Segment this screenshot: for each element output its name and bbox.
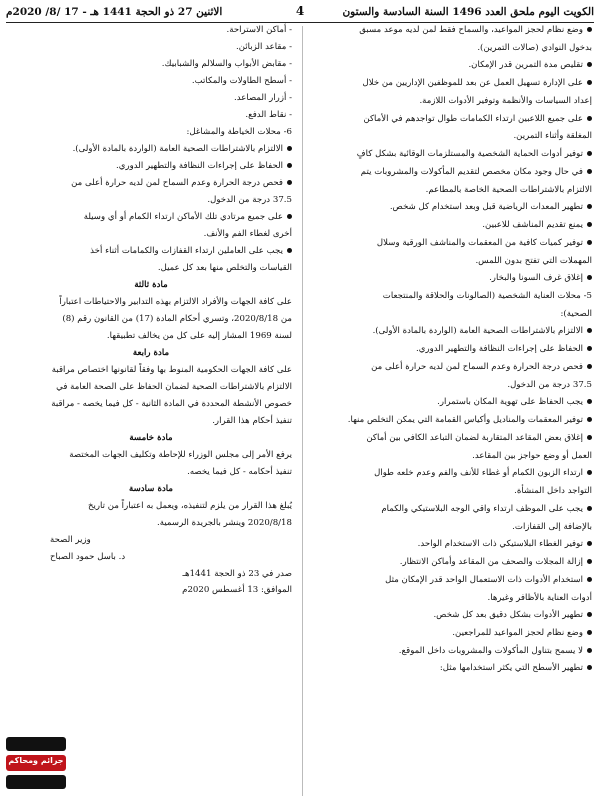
right-column-line xyxy=(310,186,592,195)
bullet-icon xyxy=(287,214,292,219)
line-text: لا يسمح بتناول المأكولات والمشروبات داخل الموقع. xyxy=(398,645,583,656)
right-column-line xyxy=(310,203,592,212)
left-column-line xyxy=(10,145,292,154)
signature-line xyxy=(10,536,292,545)
right-column-line xyxy=(310,416,592,425)
line-text: يجب الحفاظ على تهوية المكان باستمرار. xyxy=(437,397,583,408)
line-text: - أزرار المصاعد. xyxy=(233,92,292,103)
line-text: يرفع الأمر إلى مجلس الوزراء للإحاطة وتكليف الجهات المختصة xyxy=(69,449,292,460)
right-column-line xyxy=(310,647,592,656)
line-text: مادة رابعة xyxy=(132,347,170,358)
bullet-icon xyxy=(587,222,592,227)
right-column-line xyxy=(310,576,592,585)
right-column-line xyxy=(310,611,592,620)
line-text: الالتزام بالاشتراطات الصحية لضمان الحفاظ على الصحة العامة في xyxy=(56,381,292,392)
right-column-line xyxy=(310,257,592,266)
line-text: خصوص الأنشطة المحددة في المادة الثانية - كل فيما يخصه - مراقبة xyxy=(51,398,292,409)
right-column-line xyxy=(310,115,592,124)
line-text: مادة سادسة xyxy=(129,483,173,494)
column-divider xyxy=(302,26,303,796)
left-column-line xyxy=(10,94,292,103)
line-text: القياسات والتخلص منها بعد كل عميل. xyxy=(157,262,292,273)
bullet-icon xyxy=(587,169,592,174)
line-text: 37.5 درجة من الدخول. xyxy=(507,379,592,390)
bullet-icon xyxy=(587,435,592,440)
right-column-line xyxy=(310,629,592,638)
line-text: توفير المعقمات والمناديل وأكياس القمامة التي يمكن التخلص منها. xyxy=(347,415,583,426)
right-column-line xyxy=(310,452,592,461)
line-text: الالتزام بالاشتراطات الصحية العامة (الواردة بالمادة الأولى). xyxy=(372,326,583,337)
article-heading xyxy=(10,485,292,494)
line-text: على الإدارة تسهيل العمل عن بعد للموظفين الإداريين من خلال xyxy=(362,78,583,89)
line-text: إعداد السياسات والأنظمة وتوفير الأدوات اللازمة. xyxy=(419,95,592,106)
line-text: المهملات التي تفتح بدون اللمس. xyxy=(475,255,592,266)
right-column-line xyxy=(310,79,592,88)
line-text: صدر في 23 ذو الحجة 1441هـ xyxy=(182,568,292,579)
line-text: - نقاط الدفع. xyxy=(245,109,292,120)
left-column-line xyxy=(10,264,292,273)
line-text: العمل أو وضع حواجز بين المقاعد. xyxy=(472,450,592,461)
left-column-line xyxy=(10,111,292,120)
left-column xyxy=(10,26,292,741)
page-header xyxy=(6,4,594,23)
right-column-line xyxy=(310,97,592,106)
right-column-line xyxy=(310,44,592,53)
bullet-icon xyxy=(587,27,592,32)
right-column-line xyxy=(310,487,592,496)
right-column-line xyxy=(310,523,592,532)
line-text: الالتزام بالاشتراطات الصحية العامة (الواردة بالمادة الأولى). xyxy=(72,143,283,154)
left-column-line xyxy=(10,26,292,35)
line-text: فحص درجة الحرارة وعدم السماح لمن لديه حرارة أعلى من xyxy=(71,177,283,188)
bullet-icon xyxy=(587,665,592,670)
bullet-icon xyxy=(287,163,292,168)
line-text: توفير الغطاء البلاستيكي ذات الاستخدام الواحد. xyxy=(417,539,583,550)
line-text: مادة ثالثة xyxy=(134,279,168,290)
left-column-line xyxy=(10,383,292,392)
bullet-icon xyxy=(587,62,592,67)
article-heading xyxy=(10,349,292,358)
line-text: في حال وجود مكان مخصص لتقديم المأكولات والمشروبات يتم xyxy=(360,166,583,177)
line-text: - مقاعد الزبائن. xyxy=(236,41,292,52)
line-text: يجب على الموظف ارتداء واقي الوجه البلاستيكي والكمام xyxy=(381,503,583,514)
line-text: أخرى لغطاء الفم والأنف. xyxy=(203,228,292,239)
line-text: إزالة المجلات والصحف من المقاعد وأماكن الانتظار. xyxy=(399,557,583,568)
right-column-line xyxy=(310,398,592,407)
line-text: يجب على العاملين ارتداء القفازات والكمامات أثناء أخذ xyxy=(90,245,283,256)
bullet-icon xyxy=(587,630,592,635)
bullet-icon xyxy=(587,559,592,564)
bullet-icon xyxy=(587,240,592,245)
right-column-line xyxy=(310,327,592,336)
left-column-line xyxy=(10,179,292,188)
bullet-icon xyxy=(287,180,292,185)
left-column-line xyxy=(10,502,292,511)
right-column-line xyxy=(310,558,592,567)
stamp-label: جرائم ومحاكم xyxy=(8,756,64,765)
line-text: لسنة 1969 المشار إليه على كل من يخالف تطبيقها. xyxy=(106,330,292,341)
right-column-line xyxy=(310,434,592,443)
line-text: أدوات العناية بالأظافر وغيرها. xyxy=(487,592,592,603)
right-column-line xyxy=(310,26,592,35)
bullet-icon xyxy=(587,116,592,121)
right-column-line xyxy=(310,664,592,673)
bullet-icon xyxy=(587,577,592,582)
line-text: تنفيذ أحكام هذا القرار. xyxy=(212,415,292,426)
line-text: تطهير المعدات الرياضية قبل وبعد استخدام كل شخص. xyxy=(389,202,583,213)
line-text: توفير أدوات الحماية الشخصية والمستلزمات الوقائية بشكل كافٍ xyxy=(356,149,583,160)
line-text: ارتداء الزبون الكمام أو غطاء للأنف والفم وعدم خلعه طوال xyxy=(374,468,583,479)
line-text: على جميع اللاعبين ارتداء الكمامات طوال تواجدهم في الأماكن xyxy=(363,113,583,124)
line-text: 6- محلات الخياطة والمشاغل: xyxy=(186,126,292,137)
publisher-stamp xyxy=(6,735,66,793)
bullet-icon xyxy=(287,146,292,151)
bullet-icon xyxy=(587,346,592,351)
left-column-line xyxy=(10,196,292,205)
bullet-icon xyxy=(587,275,592,280)
right-column-line xyxy=(310,132,592,141)
left-column-line xyxy=(10,332,292,341)
line-text: التواجد داخل المنشأة. xyxy=(514,486,592,497)
bullet-icon xyxy=(587,328,592,333)
line-text: بالإضافة إلى القفازات. xyxy=(512,521,592,532)
right-column-line xyxy=(310,150,592,159)
line-text: الالتزام بالاشتراطات الصحية الخاصة بالمطاعم. xyxy=(425,184,592,195)
left-column-line xyxy=(10,570,292,579)
right-column-line xyxy=(310,505,592,514)
bullet-icon xyxy=(587,506,592,511)
line-text: تقليص مدة التمرين قدر الإمكان. xyxy=(468,60,583,71)
bullet-icon xyxy=(587,80,592,85)
right-column-line xyxy=(310,61,592,70)
stamp-band-bottom xyxy=(6,775,66,789)
left-column-line xyxy=(10,586,292,595)
line-text: بدخول النوادي (صالات التمرين). xyxy=(477,42,592,53)
line-text: مادة خامسة xyxy=(129,432,173,443)
right-column-line xyxy=(310,469,592,478)
line-text: الحفاظ على إجراءات النظافة والتطهير الدوري. xyxy=(116,160,283,171)
line-text: يُبلغ هذا القرار من يلزم لتنفيذه، ويعمل به اعتباراً من تاريخ xyxy=(87,500,292,511)
left-column-line xyxy=(10,128,292,137)
article-heading xyxy=(10,434,292,443)
right-column-line xyxy=(310,239,592,248)
bullet-icon xyxy=(587,417,592,422)
issue-info: الكويت اليوم ملحق العدد 1496 السنة السادسة والستون xyxy=(342,6,594,18)
bullet-icon xyxy=(587,151,592,156)
line-text: 37.5 درجة من الدخول. xyxy=(207,194,292,205)
stamp-band-top xyxy=(6,737,66,751)
right-column xyxy=(310,26,592,796)
right-column-line xyxy=(310,168,592,177)
line-text: تطهير الأدوات بشكل دقيق بعد كل شخص. xyxy=(433,610,583,621)
line-text: على كافة الجهات الحكومية المنوط بها وفقاً لقانونها اختصاص مراقبة xyxy=(51,364,292,375)
left-column-line xyxy=(10,213,292,222)
left-column-line xyxy=(10,366,292,375)
right-column-line xyxy=(310,381,592,390)
line-text: - أسطح الطاولات والمكاتب. xyxy=(191,75,292,86)
line-text: على جميع مرتادي تلك الأماكن ارتداء الكمام أو أي وسيلة xyxy=(83,211,283,222)
line-text: يمنع تقديم المناشف للاعبين. xyxy=(482,220,583,231)
line-text: 5- محلات العناية الشخصية (الصالونات والحلاقة والمنتجعات xyxy=(382,291,592,302)
line-text: توفير كميات كافية من المعقمات والمناشف الورقية وسلال xyxy=(376,237,583,248)
bullet-icon xyxy=(587,648,592,653)
bullet-icon xyxy=(587,399,592,404)
line-text: إغلاق بعض المقاعد المتقاربة لضمان التباعد الكافي بين أماكن xyxy=(366,432,583,443)
line-text: وزير الصحة xyxy=(50,534,91,545)
left-column-line xyxy=(10,77,292,86)
line-text: المغلقة وأثناء التمرين. xyxy=(513,131,592,142)
line-text: استخدام الأدوات ذات الاستعمال الواحد قدر الإمكان مثل xyxy=(385,574,583,585)
article-heading xyxy=(10,281,292,290)
issue-date: الاثنين 27 ذو الحجة 1441 هـ - 17 /8/ 2020م xyxy=(6,6,223,18)
left-column-line xyxy=(10,451,292,460)
right-column-line xyxy=(310,292,592,301)
right-column-line xyxy=(310,221,592,230)
bullet-icon xyxy=(287,248,292,253)
line-text: تنفيذ أحكامه - كل فيما يخصه. xyxy=(187,466,292,477)
line-text: تطهير الأسطح التي يكثر استخدامها مثل: xyxy=(439,663,583,674)
left-column-line xyxy=(10,468,292,477)
left-column-line xyxy=(10,417,292,426)
right-column-line xyxy=(310,274,592,283)
left-column-line xyxy=(10,298,292,307)
bullet-icon xyxy=(587,204,592,209)
left-column-line xyxy=(10,230,292,239)
line-text: الصحية): xyxy=(560,308,592,319)
line-text: وضع نظام لحجز المواعيد للمراجعين. xyxy=(452,627,583,638)
line-text: وضع نظام لحجز المواعيد، والسماح فقط لمن لديه موعد مسبق xyxy=(359,25,583,35)
left-column-line xyxy=(10,519,292,528)
line-text: 2020/8/18 وينشر بالجريدة الرسمية. xyxy=(157,517,292,528)
left-column-line xyxy=(10,162,292,171)
line-text: على كافة الجهات والأفراد الالتزام بهذه التدابير والاحتياطات اعتباراً xyxy=(59,296,292,307)
line-text: إغلاق غرف السونا والبخار. xyxy=(489,273,583,284)
left-column-line xyxy=(10,247,292,256)
bullet-icon xyxy=(587,470,592,475)
right-column-line xyxy=(310,345,592,354)
left-column-line xyxy=(10,60,292,69)
right-column-line xyxy=(310,594,592,603)
page-number: 4 xyxy=(295,4,305,18)
right-column-line xyxy=(310,540,592,549)
line-text: الحفاظ على إجراءات النظافة والتطهير الدوري. xyxy=(416,344,583,355)
left-column-line xyxy=(10,400,292,409)
right-column-line xyxy=(310,310,592,319)
bullet-icon xyxy=(587,364,592,369)
line-text: الموافق: 13 أغسطس 2020م xyxy=(182,585,292,596)
left-column-line xyxy=(10,315,292,324)
bullet-icon xyxy=(587,612,592,617)
line-text: من 2020/8/18، وتسري أحكام المادة (17) من القانون رقم (8) xyxy=(62,313,292,324)
right-column-line xyxy=(310,363,592,372)
line-text: - أماكن الاستراحة. xyxy=(226,25,292,35)
line-text: د. باسل حمود الصباح xyxy=(50,551,126,562)
signature-line xyxy=(10,553,292,562)
line-text: - مقابض الأبواب والسلالم والشبابيك. xyxy=(161,58,292,69)
line-text: فحص درجة الحرارة وعدم السماح لمن لديه حرارة أعلى من xyxy=(371,361,583,372)
left-column-line xyxy=(10,43,292,52)
bullet-icon xyxy=(587,541,592,546)
